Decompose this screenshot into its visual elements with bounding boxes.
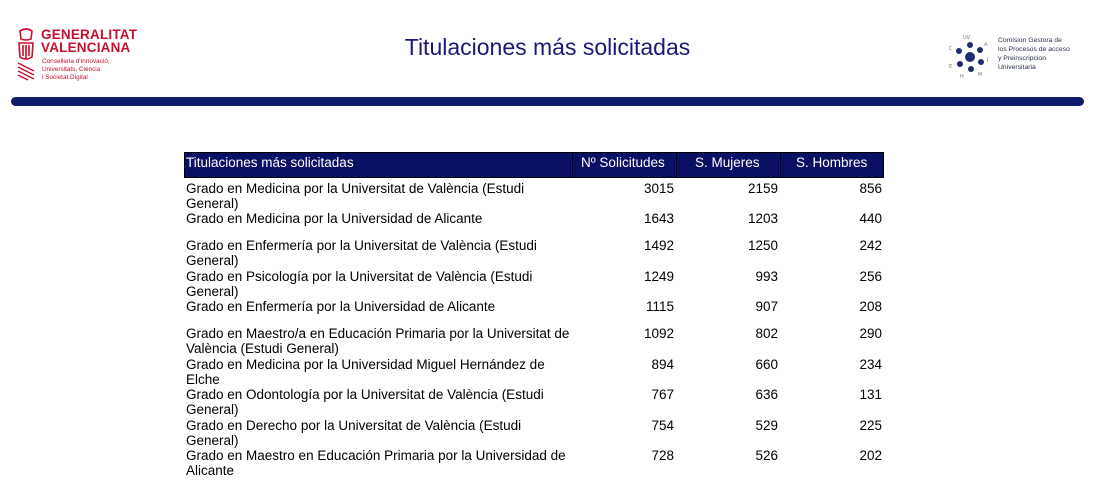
cell-titulacion: Grado en Enfermería por la Universidad de Alicante bbox=[186, 299, 496, 314]
column-separator bbox=[676, 153, 677, 177]
cell-hombres: 202 bbox=[859, 448, 882, 463]
generalitat-valenciana-logo bbox=[16, 27, 146, 85]
cell-solicitudes: 3015 bbox=[643, 181, 674, 196]
svg-text:UV: UV bbox=[963, 35, 971, 41]
cell-solicitudes: 728 bbox=[651, 448, 674, 463]
header-divider-bar bbox=[11, 97, 1084, 106]
cell-hombres: 856 bbox=[859, 181, 882, 196]
cell-mujeres: 526 bbox=[755, 448, 778, 463]
cell-solicitudes: 894 bbox=[651, 357, 674, 372]
cell-titulacion: Grado en Psicología por la Universitat de València (Estudi General) bbox=[186, 269, 533, 299]
cell-mujeres: 529 bbox=[755, 418, 778, 433]
gva-emblem-icon bbox=[16, 27, 36, 81]
cell-solicitudes: 1115 bbox=[645, 299, 674, 314]
cell-hombres: 256 bbox=[859, 269, 882, 284]
cell-mujeres: 636 bbox=[755, 387, 778, 402]
comision-gestora-emblem-icon bbox=[948, 34, 992, 80]
cell-titulacion: Grado en Medicina por la Universidad de Alicante bbox=[186, 211, 483, 226]
cell-titulacion: Grado en Odontología por la Universitat de València (Estudi General) bbox=[186, 387, 544, 417]
logo-right-line4: Universitaria bbox=[998, 64, 1036, 71]
titulaciones-table bbox=[184, 152, 884, 478]
cell-solicitudes: 1092 bbox=[643, 326, 674, 341]
cell-solicitudes: 1492 bbox=[643, 238, 674, 253]
cell-mujeres: 1203 bbox=[747, 211, 778, 226]
cell-hombres: 440 bbox=[859, 211, 882, 226]
cell-mujeres: 993 bbox=[755, 269, 778, 284]
logo-name-line1: GENERALITAT bbox=[41, 27, 138, 42]
column-separator bbox=[780, 153, 781, 177]
logo-name-line2: VALENCIANA bbox=[41, 40, 131, 55]
cell-titulacion: Grado en Maestro/a en Educación Primaria por la Universitat de València (Estudi General) bbox=[186, 326, 570, 356]
cell-titulacion: Grado en Maestro en Educación Primaria por la Universidad de Alicante bbox=[186, 448, 566, 478]
table-header bbox=[184, 152, 884, 178]
logo-right-line3: y Preinscripcion bbox=[998, 55, 1046, 62]
cell-titulacion: Grado en Enfermería por la Universitat de València (Estudi General) bbox=[186, 238, 537, 268]
cell-hombres: 234 bbox=[859, 357, 882, 372]
cell-hombres: 225 bbox=[859, 418, 882, 433]
cell-mujeres: 660 bbox=[755, 357, 778, 372]
svg-text:M: M bbox=[978, 72, 983, 78]
svg-text:A: A bbox=[984, 42, 988, 48]
svg-text:J: J bbox=[987, 57, 989, 63]
column-header-solicitudes: Nº Solicitudes bbox=[581, 155, 665, 170]
svg-text:C: C bbox=[949, 46, 953, 52]
cell-titulacion: Grado en Medicina por la Universitat de València (Estudi General) bbox=[186, 181, 525, 211]
cell-mujeres: 2159 bbox=[747, 181, 778, 196]
column-header-mujeres: S. Mujeres bbox=[695, 155, 760, 170]
cell-solicitudes: 754 bbox=[651, 418, 674, 433]
logo-sub-line3: i Societat Digital bbox=[42, 74, 88, 81]
cell-mujeres: 802 bbox=[755, 326, 778, 341]
cell-titulacion: Grado en Medicina por la Universidad Miguel Hernández de Elche bbox=[186, 357, 545, 387]
cell-hombres: 131 bbox=[859, 387, 882, 402]
cell-solicitudes: 1249 bbox=[643, 269, 674, 284]
cell-hombres: 290 bbox=[859, 326, 882, 341]
svg-text:H: H bbox=[960, 74, 964, 80]
logo-sub-line2: Universitats, Ciència bbox=[42, 66, 101, 73]
cell-solicitudes: 767 bbox=[651, 387, 674, 402]
cell-solicitudes: 1643 bbox=[643, 211, 674, 226]
logo-sub-line1: Conselleria d'Innovació, bbox=[42, 58, 110, 65]
logo-right-line2: los Procesos de acceso bbox=[998, 46, 1070, 53]
cell-mujeres: 907 bbox=[755, 299, 778, 314]
column-separator bbox=[572, 153, 573, 177]
column-header-hombres: S. Hombres bbox=[796, 155, 868, 170]
logo-right-line1: Comision Gestora de bbox=[998, 37, 1062, 44]
page-title: Titulaciones más solicitadas bbox=[404, 34, 691, 60]
cell-mujeres: 1250 bbox=[747, 238, 778, 253]
cell-titulacion: Grado en Derecho por la Universitat de València (Estudi General) bbox=[186, 418, 522, 448]
cell-hombres: 208 bbox=[859, 299, 882, 314]
column-header-titulaciones: Titulaciones más solicitadas bbox=[186, 155, 354, 170]
comision-gestora-logo bbox=[948, 34, 1088, 80]
svg-text:E: E bbox=[949, 64, 953, 70]
cell-hombres: 242 bbox=[859, 238, 882, 253]
